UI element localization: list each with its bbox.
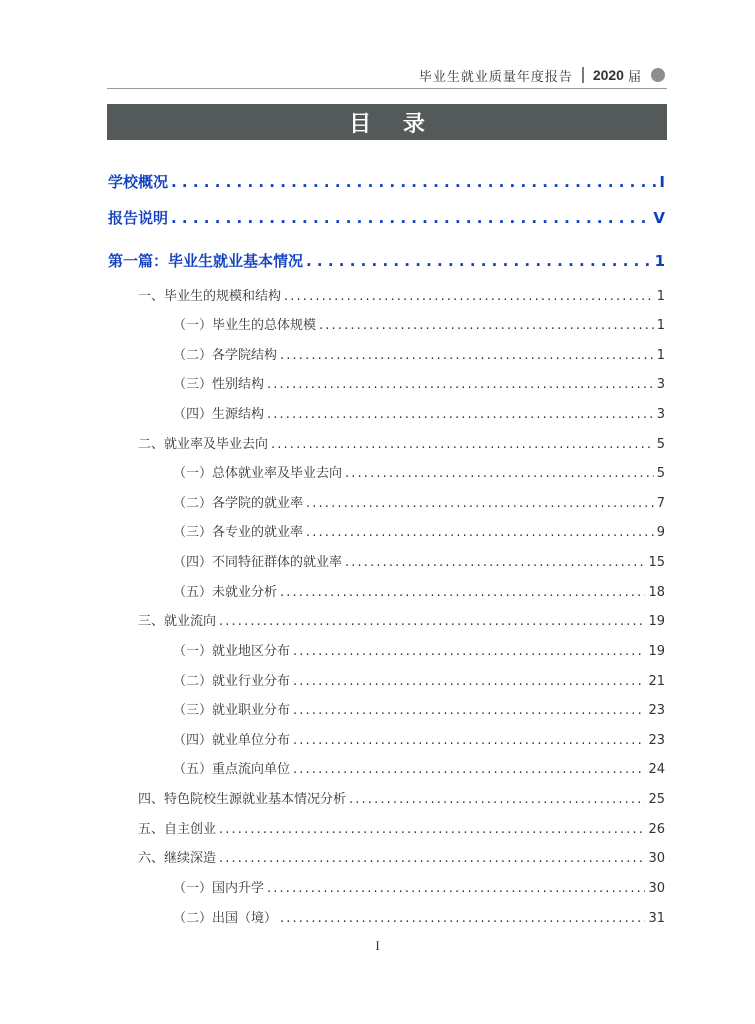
- toc-entry[interactable]: [173, 403, 665, 421]
- toc-dot-leader: [219, 851, 645, 866]
- toc-entry-page[interactable]: I: [659, 173, 665, 191]
- toc-entry[interactable]: [173, 699, 665, 717]
- toc-dot-leader: [284, 289, 654, 304]
- toc-entry[interactable]: [173, 877, 665, 895]
- header-divider: [582, 67, 584, 83]
- toc-entry[interactable]: [108, 250, 665, 272]
- toc-entry-label[interactable]: （一）就业地区分布: [173, 644, 291, 659]
- toc-entry[interactable]: [108, 171, 665, 193]
- toc-entry[interactable]: [173, 492, 665, 510]
- toc-entry[interactable]: [173, 758, 665, 776]
- toc-entry-page[interactable]: 1: [656, 289, 665, 304]
- toc-entry-label[interactable]: （五）未就业分析: [173, 585, 278, 600]
- toc-dot-leader: [306, 252, 652, 270]
- toc-entry[interactable]: [138, 788, 665, 806]
- toc-entry[interactable]: [173, 551, 665, 569]
- toc-entry-label[interactable]: 六、继续深造: [138, 851, 217, 866]
- toc-entry[interactable]: [138, 847, 665, 865]
- toc-entry-page[interactable]: 18: [648, 585, 665, 600]
- toc-entry-page[interactable]: 21: [648, 674, 665, 689]
- header-dot-icon: [651, 68, 665, 82]
- toc-dot-leader: [345, 466, 654, 481]
- toc-entry-page[interactable]: 9: [656, 525, 665, 540]
- toc-entry[interactable]: [173, 314, 665, 332]
- toc-entry-page[interactable]: 30: [648, 851, 665, 866]
- toc-entry[interactable]: [108, 207, 665, 229]
- toc-entry-label[interactable]: （一）总体就业率及毕业去向: [173, 466, 343, 481]
- toc-dot-leader: [267, 407, 654, 422]
- toc-entry-page[interactable]: 19: [648, 614, 665, 629]
- toc-entry[interactable]: [138, 285, 665, 303]
- toc-entry-label[interactable]: 第一篇：毕业生就业基本情况: [108, 252, 304, 270]
- toc-entry[interactable]: [173, 462, 665, 480]
- toc-entry-page[interactable]: 7: [656, 496, 665, 511]
- report-year-unit: 届: [627, 69, 641, 85]
- toc-entry-page[interactable]: 23: [648, 733, 665, 748]
- toc-dot-leader: [280, 348, 654, 363]
- toc-dot-leader: [171, 173, 656, 191]
- toc-dot-leader: [271, 437, 654, 452]
- toc-entry-page[interactable]: 5: [656, 466, 665, 481]
- toc-entry-page[interactable]: V: [653, 209, 665, 227]
- toc-entry-label[interactable]: （一）国内升学: [173, 881, 265, 896]
- toc-dot-leader: [280, 585, 645, 600]
- toc-entry-label[interactable]: （一）毕业生的总体规模: [173, 318, 317, 333]
- toc-entry-page[interactable]: 25: [648, 792, 665, 807]
- toc-dot-leader: [319, 318, 654, 333]
- toc-entry[interactable]: [173, 581, 665, 599]
- toc-dot-leader: [293, 733, 645, 748]
- toc-entry-label[interactable]: （四）就业单位分布: [173, 733, 291, 748]
- toc-entry-label[interactable]: （二）各学院的就业率: [173, 496, 304, 511]
- toc-dot-leader: [345, 555, 645, 570]
- toc-dot-leader: [293, 674, 645, 689]
- toc-entry-label[interactable]: （二）就业行业分布: [173, 674, 291, 689]
- toc-dot-leader: [267, 881, 645, 896]
- toc-entry[interactable]: [138, 610, 665, 628]
- toc-dot-leader: [219, 614, 645, 629]
- toc-dot-leader: [293, 644, 645, 659]
- toc-entry-page[interactable]: 1: [654, 252, 665, 270]
- report-year: 2020: [592, 67, 624, 83]
- toc-entry[interactable]: [173, 521, 665, 539]
- toc-entry-page[interactable]: 31: [648, 911, 665, 926]
- toc-entry-page[interactable]: 24: [648, 762, 665, 777]
- toc-entry-label[interactable]: （二）各学院结构: [173, 348, 278, 363]
- toc-title-bar: [107, 104, 667, 140]
- toc-entry-label[interactable]: （三）各专业的就业率: [173, 525, 304, 540]
- toc-entry-page[interactable]: 1: [656, 348, 665, 363]
- toc-entry-label[interactable]: （四）生源结构: [173, 407, 265, 422]
- toc-entry-label[interactable]: （三）就业职业分布: [173, 703, 291, 718]
- toc-entry-page[interactable]: 1: [656, 318, 665, 333]
- toc-entry[interactable]: [173, 670, 665, 688]
- page-header: [107, 62, 667, 89]
- toc-dot-leader: [306, 496, 654, 511]
- report-title: 毕业生就业质量年度报告: [418, 69, 573, 85]
- toc-entry-page[interactable]: 26: [648, 822, 665, 837]
- toc-entry-label[interactable]: 四、特色院校生源就业基本情况分析: [138, 792, 347, 807]
- toc-entry[interactable]: [173, 344, 665, 362]
- toc-entry-label[interactable]: 五、自主创业: [138, 822, 217, 837]
- toc-entry[interactable]: [173, 373, 665, 391]
- toc-dot-leader: [293, 703, 645, 718]
- toc-dot-leader: [280, 911, 645, 926]
- toc-entry-page[interactable]: 3: [656, 377, 665, 392]
- footer-page-number: I: [375, 938, 380, 953]
- toc-entry-label[interactable]: 报告说明: [108, 209, 169, 227]
- toc-entry-page[interactable]: 23: [648, 703, 665, 718]
- toc-dot-leader: [219, 822, 645, 837]
- toc-dot-leader: [306, 525, 654, 540]
- toc-entry-label[interactable]: 学校概况: [108, 173, 169, 191]
- toc-entry-label[interactable]: （二）出国（境）: [173, 911, 278, 926]
- toc-entry-label[interactable]: （三）性别结构: [173, 377, 265, 392]
- toc-entry-page[interactable]: 15: [648, 555, 665, 570]
- toc-title: 目 录: [349, 111, 437, 137]
- toc-entry[interactable]: [138, 818, 665, 836]
- toc-entry-page[interactable]: 3: [656, 407, 665, 422]
- toc-entry-label[interactable]: 三、就业流向: [138, 614, 217, 629]
- toc-dot-leader: [349, 792, 645, 807]
- toc-entry-page[interactable]: 5: [656, 437, 665, 452]
- toc-dot-leader: [293, 762, 645, 777]
- toc-entry[interactable]: [173, 729, 665, 747]
- toc-entry[interactable]: [173, 907, 665, 925]
- toc-entry-label[interactable]: （四）不同特征群体的就业率: [173, 555, 343, 570]
- toc-entry-page[interactable]: 30: [648, 881, 665, 896]
- toc-entry-label[interactable]: 一、毕业生的规模和结构: [138, 289, 282, 304]
- toc-entry-label[interactable]: 二、就业率及毕业去向: [138, 437, 269, 452]
- toc-entry[interactable]: [173, 640, 665, 658]
- toc-entry-page[interactable]: 19: [648, 644, 665, 659]
- toc-entry[interactable]: [138, 433, 665, 451]
- toc-entry-label[interactable]: （五）重点流向单位: [173, 762, 291, 777]
- toc-dot-leader: [267, 377, 654, 392]
- toc-dot-leader: [171, 209, 650, 227]
